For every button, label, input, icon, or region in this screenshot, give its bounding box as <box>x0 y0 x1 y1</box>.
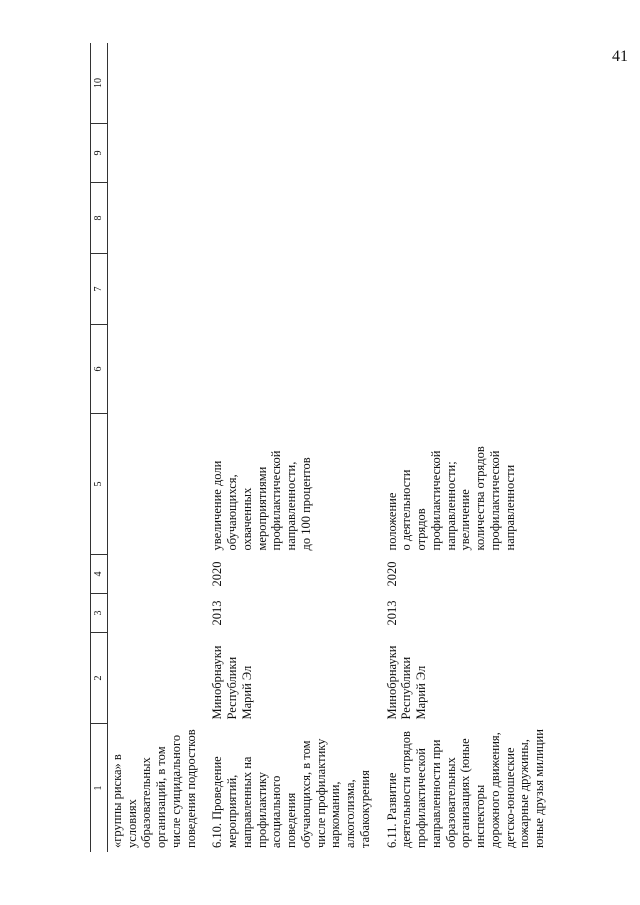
col-header-7: 7 <box>91 254 108 325</box>
measure-cell <box>107 724 200 853</box>
cell-line: мероприятий, <box>225 774 240 848</box>
program-table <box>90 43 549 852</box>
cell-line: направленности <box>502 464 517 551</box>
col-header-5: 5 <box>91 414 108 555</box>
header-row <box>91 43 108 852</box>
cell-line: алкоголизма, <box>343 779 358 848</box>
cell-line: профилактической <box>269 450 284 551</box>
col-header-8: 8 <box>91 183 108 254</box>
start-year-cell: 2013 <box>210 600 225 626</box>
start-year-cell: 2013 <box>384 600 399 626</box>
cell-line: обучающихся, <box>225 474 240 551</box>
cell-line: Республики <box>399 656 414 720</box>
executor-cell <box>107 633 200 724</box>
cell-line: охваченных <box>239 487 254 551</box>
cell-line: профилактику <box>254 772 269 848</box>
empty-cell <box>375 183 549 254</box>
empty-cell <box>200 43 374 124</box>
col-header-9: 9 <box>91 124 108 183</box>
table-row <box>200 43 374 852</box>
cell-line: поведения подростков <box>183 729 198 848</box>
cell-line: профилактической <box>414 748 429 848</box>
end-year-cell: 2020 <box>384 561 399 587</box>
cell-line: направленности; <box>443 461 458 551</box>
cell-line: Минобрнауки <box>210 645 225 720</box>
table-row <box>107 43 200 852</box>
col-header-4: 4 <box>91 555 108 594</box>
cell-line: дорожного движения, <box>487 732 502 848</box>
cell-line: пожарные дружины, <box>517 739 532 848</box>
cell-line: до 100 процентов <box>298 457 313 551</box>
cell-line: деятельности отрядов <box>399 731 414 848</box>
cell-line: отрядов <box>414 508 429 551</box>
start-year-cell <box>107 594 200 633</box>
cell-line: Республики <box>225 656 240 720</box>
cell-line: о деятельности <box>399 469 414 551</box>
col-header-2: 2 <box>91 633 108 724</box>
cell-line: наркомании, <box>328 781 343 848</box>
cell-line: 6.10. Проведение <box>210 756 225 848</box>
cell-line: детско-юношеские <box>502 747 517 848</box>
executor-cell <box>375 633 549 724</box>
cell-line: направленности, <box>284 461 299 551</box>
cell-line: Марий Эл <box>239 665 254 720</box>
cell-line: увеличение <box>458 489 473 551</box>
executor-cell <box>200 633 374 724</box>
empty-cell <box>107 183 200 254</box>
result-cell <box>107 414 200 555</box>
cell-line: юные друзья милиции <box>532 729 547 848</box>
cell-line: профилактической <box>428 450 443 551</box>
empty-cell <box>200 254 374 325</box>
rotated-table-sheet <box>90 52 550 852</box>
cell-line: профилактической <box>487 450 502 551</box>
measure-cell <box>375 724 549 853</box>
empty-cell <box>107 254 200 325</box>
end-year-cell: 2020 <box>210 561 225 587</box>
cell-line: числе профилактику <box>313 738 328 848</box>
cell-line: направленных на <box>239 756 254 848</box>
cell-line: поведения <box>284 792 299 848</box>
result-cell <box>375 414 549 555</box>
cell-line: табакокурения <box>357 770 372 848</box>
end-year-cell <box>107 555 200 594</box>
col-header-1: 1 <box>91 724 108 853</box>
result-cell <box>200 414 374 555</box>
empty-cell <box>107 325 200 414</box>
empty-cell <box>107 43 200 124</box>
col-header-3: 3 <box>91 594 108 633</box>
empty-cell <box>375 43 549 124</box>
empty-cell <box>375 124 549 183</box>
cell-line: обучающихся, в том <box>298 740 313 848</box>
empty-cell <box>200 183 374 254</box>
cell-line: образовательных <box>139 757 154 848</box>
col-header-6: 6 <box>91 325 108 414</box>
cell-line: количества отрядов <box>473 446 488 551</box>
empty-cell <box>200 124 374 183</box>
cell-line: условиях <box>124 799 139 848</box>
page-number: 41 <box>612 48 628 65</box>
empty-cell <box>375 325 549 414</box>
cell-line: положение <box>384 492 399 551</box>
cell-line: организациях (юные <box>458 738 473 848</box>
cell-line: образовательных <box>443 757 458 848</box>
cell-line: увеличение доли <box>210 460 225 551</box>
cell-line: направленности при <box>428 739 443 848</box>
cell-line: мероприятиями <box>254 466 269 551</box>
empty-cell <box>107 124 200 183</box>
cell-line: 6.11. Развитие <box>384 772 399 848</box>
cell-line: числе суицидального <box>168 734 183 848</box>
table-row <box>375 43 549 852</box>
cell-line: асоциального <box>269 775 284 848</box>
cell-line: организаций, в том <box>154 746 169 848</box>
empty-cell <box>200 325 374 414</box>
col-header-10: 10 <box>91 43 108 124</box>
cell-line: инспекторы <box>473 784 488 848</box>
empty-cell <box>375 254 549 325</box>
cell-line: Марий Эл <box>414 665 429 720</box>
cell-line: «группы риска» в <box>109 754 124 848</box>
measure-cell <box>200 724 374 853</box>
cell-line: Минобрнауки <box>384 645 399 720</box>
